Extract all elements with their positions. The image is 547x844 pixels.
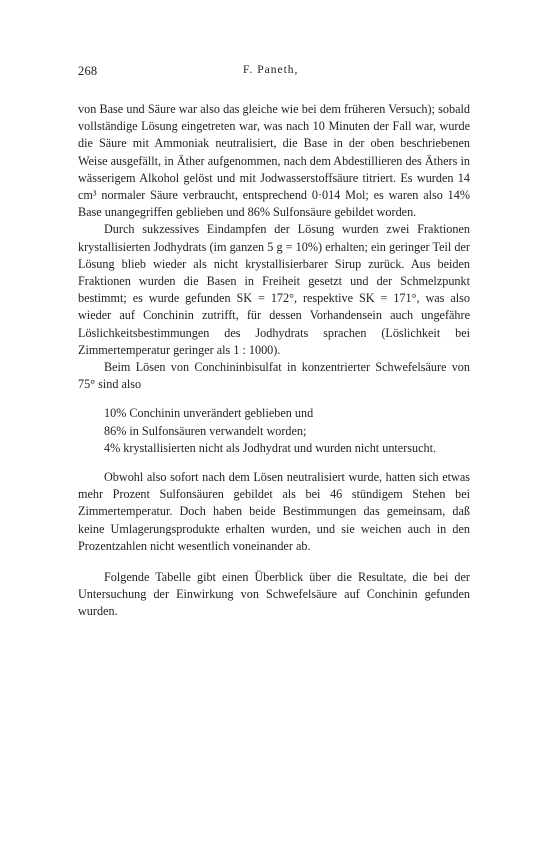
paragraph-2: Durch sukzessives Eindampfen der Lösung wurden zwei Fraktionen krystallisierten Jodhydrats (im ganzen 5 g = 10%) erhalten; ein geringer Teil der Lösung blieb wieder als nicht krystallisierbarer Sirup zurück. Aus beiden Fraktionen wurden die Basen in Freiheit gesetzt und der Schmelzpunkt bestimmt; es wurde gefunden SK = 172°, respektive SK = 171°, was also wieder auf Conchinin zutrifft, für dessen Vorhandensein auch ungefähre Löslichkeitsbestimmungen des Jodhydrats sprachen (Löslichkeit bei Zimmertemperatur geringer als 1 : 1000). bbox=[78, 222, 470, 357]
page-number: 268 bbox=[78, 64, 98, 78]
list-item-1: 10% Conchinin unverändert geblieben und bbox=[104, 406, 314, 421]
list-item-2: 86% in Sulfonsäuren verwandelt worden; bbox=[104, 423, 307, 438]
paragraph-3: Beim Lösen von Conchininbisulfat in konzentrierter Schwefelsäure von 75° sind also bbox=[78, 360, 470, 392]
page-header bbox=[78, 64, 478, 82]
body-text bbox=[78, 101, 470, 621]
paragraph-4: Obwohl also sofort nach dem Lösen neutralisiert wurde, hatten sich etwas mehr Prozent Sulfonsäuren gebildet als bei 46 stündigem Stehen bei Zimmertemperatur. Doch haben beide Bestimmungen das gemeinsam, daß keine Umlagerungsprodukte erhalten wurden, und sie weichen auch in den Prozentzahlen nicht wesentlich voneinander ab. bbox=[78, 470, 470, 553]
spacer bbox=[78, 457, 470, 469]
list-item-3: 4% krystallisierten nicht als Jodhydrat und wurden nicht untersucht. bbox=[104, 440, 437, 455]
result-list bbox=[78, 405, 470, 457]
running-head: F. Paneth, bbox=[243, 64, 299, 76]
paragraph-1: von Base und Säure war also das gleiche wie bei dem früheren Versuch); sobald vollständige Lösung eingetreten war, was nach 10 Minuten der Fall war, wurde die Säure mit Ammoniak neutralisiert, die Base in der oben beschriebenen Weise ausgefällt, in Äther aufgenommen, nach dem Abdestillieren des Äthers in wässerigem Alkohol gelöst und mit Jodwasserstoffsäure titriert. Es wurden 14 cm³ normaler Säure verbraucht, entsprechend 0·014 Mol; es waren also 14% Base unangegriffen geblieben und 86% Sulfonsäure gebildet worden. bbox=[78, 102, 470, 220]
paragraph-5: Folgende Tabelle gibt einen Überblick über die Resultate, die bei der Untersuchung der Einwirkung von Schwefelsäure auf Conchinin gefunden wurden. bbox=[78, 570, 470, 619]
spacer bbox=[78, 555, 470, 569]
